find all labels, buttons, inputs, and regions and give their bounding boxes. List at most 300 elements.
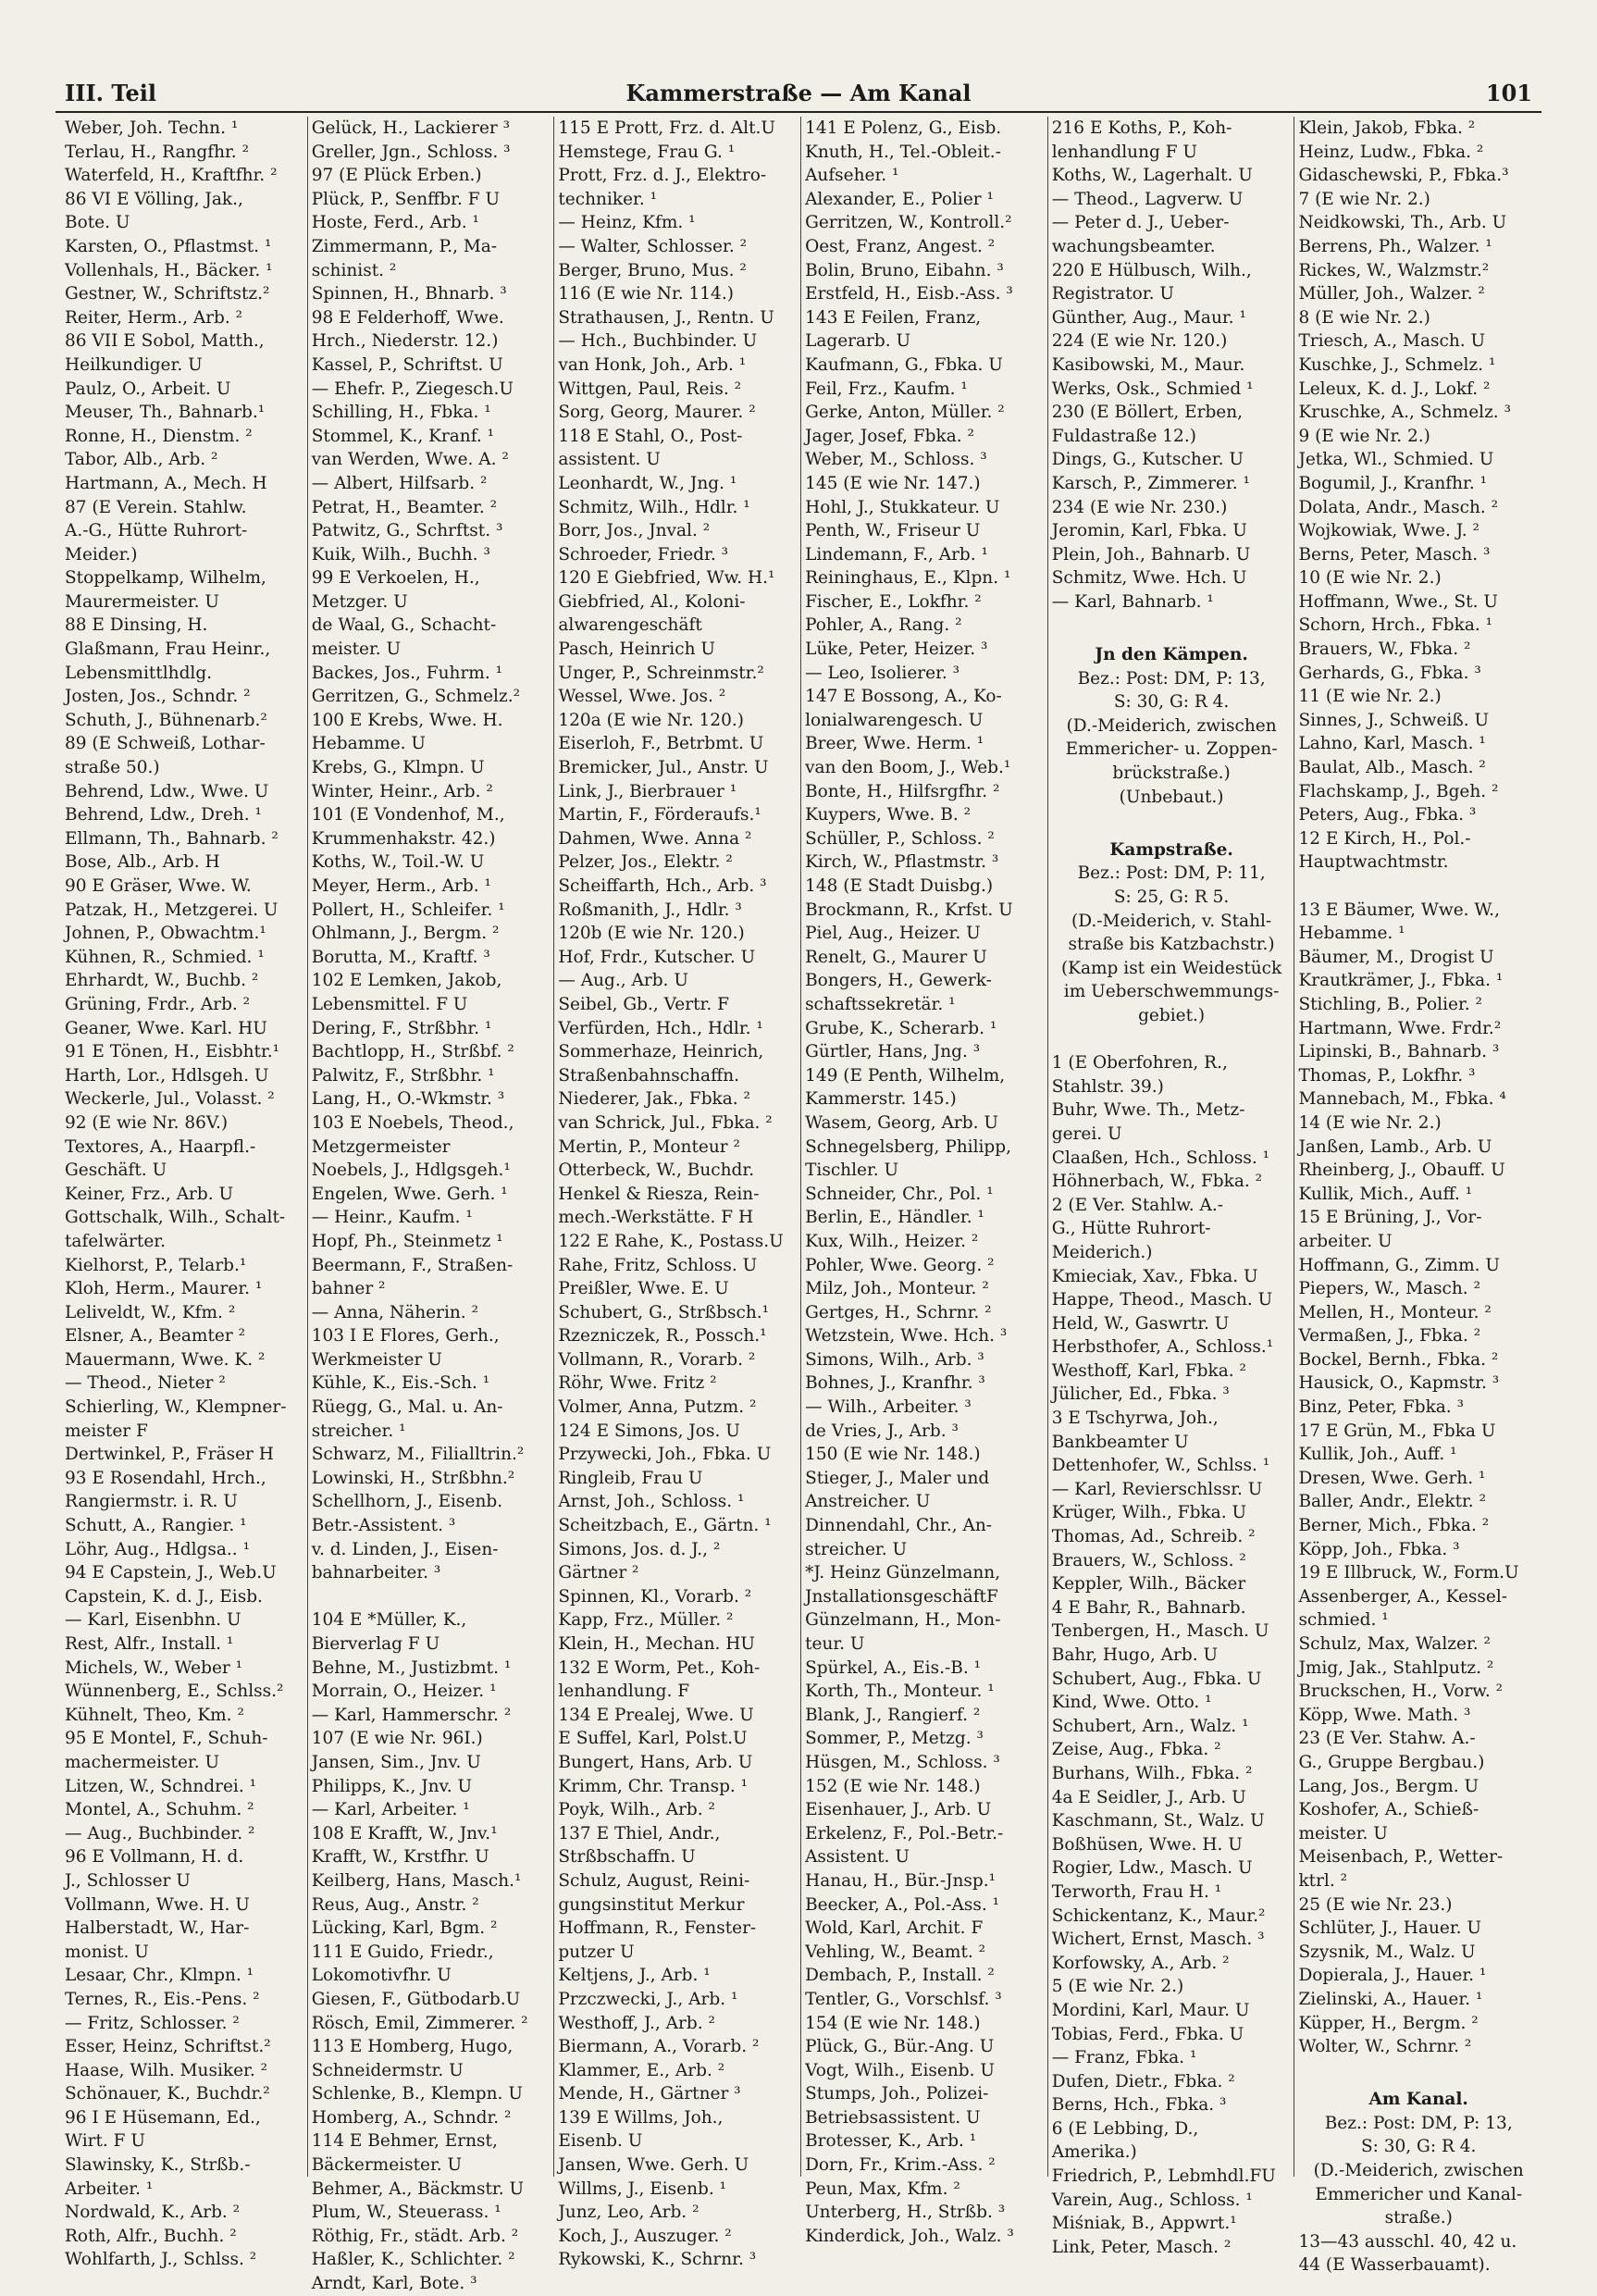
directory-entry: Lahno, Karl, Masch. ¹ <box>1298 734 1486 754</box>
directory-entry: Bahr, Hugo, Arb. U <box>1051 1645 1219 1665</box>
directory-entry: Hauptwachtmstr. <box>1298 852 1449 873</box>
directory-entry: — Heinr., Kaufm. ¹ <box>311 1208 473 1228</box>
directory-entry: 94 E Capstein, J., Web.U <box>65 1563 277 1583</box>
directory-entry: Reus, Aug., Anstr. ² <box>311 1894 479 1915</box>
directory-entry: *J. Heinz Günzelmann, <box>805 1563 1001 1583</box>
directory-entry: 216 E Koths, P., Koh- <box>1051 118 1232 138</box>
directory-entry: Triesch, A., Masch. U <box>1298 331 1486 352</box>
directory-entry: Preißler, Wwe. E. U <box>558 1279 729 1299</box>
directory-entry: 23 (E Ver. Stahw. A.- <box>1298 1729 1476 1749</box>
directory-entry: Petrat, H., Beamter. ² <box>311 497 498 517</box>
directory-entry: Rüegg, G., Mal. u. An- <box>311 1397 503 1418</box>
directory-entry: gungsinstitut Merkur <box>558 1894 745 1915</box>
directory-entry: — Theod., Lagverw. U <box>1051 189 1244 209</box>
directory-entry: Roth, Alfr., Buchh. ² <box>65 2226 237 2246</box>
directory-entry: 116 (E wie Nr. 114.) <box>558 284 734 304</box>
directory-entry: Kmieciak, Xav., Fbka. U <box>1051 1266 1258 1286</box>
directory-entry: 96 I E Hüsemann, Ed., <box>65 2107 261 2128</box>
directory-entry: Peters, Aug., Fbka. ³ <box>1298 805 1477 825</box>
directory-entry: 147 E Bossong, A., Ko- <box>805 687 1002 707</box>
directory-entry: Dertwinkel, P., Fräser H <box>65 1445 274 1465</box>
directory-entry: Backes, Jos., Fuhrm. ¹ <box>311 663 503 683</box>
directory-entry: Meyer, Herm., Arb. ¹ <box>311 876 491 896</box>
directory-entry: Schönauer, K., Buchdr.² <box>65 2084 270 2104</box>
directory-entry: Betr.-Assistent. ³ <box>311 1516 456 1536</box>
page-header <box>56 80 1541 113</box>
directory-entry: Schellhorn, J., Eisenb. <box>311 1492 503 1512</box>
directory-entry: Hartmann, Wwe. Frdr.² <box>1298 1018 1502 1038</box>
directory-entry: Schubert, Aug., Fbka. U <box>1051 1669 1262 1689</box>
directory-entry: — Karl, Eisenbhn. U <box>65 1610 241 1631</box>
directory-entry: Berlin, E., Händler. ¹ <box>805 1208 984 1228</box>
directory-entry: 103 I E Flores, Gerh., <box>311 1326 500 1347</box>
directory-entry: Müller, Joh., Walzer. ² <box>1298 284 1485 304</box>
directory-entry: Grüning, Frdr., Arb. ² <box>65 994 251 1014</box>
directory-entry: Spinnen, Kl., Vorarb. ² <box>558 1586 752 1607</box>
directory-entry: Weber, Joh. Techn. ¹ <box>65 118 239 138</box>
directory-entry: Michels, W., Weber ¹ <box>65 1657 243 1678</box>
directory-entry: S: 30, G: R 4. <box>1113 692 1230 713</box>
directory-entry: Hopf, Ph., Steinmetz ¹ <box>311 1231 503 1251</box>
column-2 <box>308 117 555 2294</box>
directory-entry: Bote. U <box>65 213 130 233</box>
directory-entry: Rangiermstr. i. R. U <box>65 1492 238 1512</box>
directory-entry: G., Hütte Ruhrort- <box>1051 1219 1211 1239</box>
directory-entry: Karsch, P., Zimmerer. ¹ <box>1051 473 1250 493</box>
directory-entry: Bäumer, M., Drogist U <box>1298 947 1494 967</box>
directory-entry: Günzelmann, H., Mon- <box>805 1610 1001 1631</box>
directory-entry: Anstreicher. U <box>805 1492 931 1512</box>
directory-entry: 141 E Polenz, G., Eisb. <box>805 118 1002 138</box>
directory-entry: 10 (E wie Nr. 2.) <box>1298 568 1442 589</box>
directory-entry: 91 E Tönen, H., Eisbhtr.¹ <box>65 1042 280 1062</box>
directory-entry: Kux, Wilh., Heizer. ² <box>805 1231 979 1251</box>
directory-entry: Schroeder, Friedr. ³ <box>558 544 728 565</box>
directory-entry: lenhandlung F U <box>1051 142 1198 162</box>
directory-entry: Bungert, Hans, Arb. U <box>558 1752 753 1772</box>
directory-entry: van den Boom, J., Web.¹ <box>805 758 1011 778</box>
directory-entry: Terworth, Frau H. ¹ <box>1051 1881 1222 1902</box>
directory-entry: Erstfeld, H., Eisb.-Ass. ³ <box>805 284 1013 304</box>
column-3 <box>554 117 801 2270</box>
directory-entry: Feil, Frz., Kaufm. ¹ <box>805 379 968 399</box>
directory-entry: Jmig, Jak., Stahlputz. ² <box>1298 1657 1494 1678</box>
directory-entry: Röhr, Wwe. Fritz ² <box>558 1373 717 1394</box>
directory-entry: Bose, Alb., Arb. H <box>65 852 220 873</box>
directory-entry: Bachtlopp, H., Strßbf. ² <box>311 1042 514 1062</box>
directory-entry: Keppler, Wilh., Bäcker <box>1051 1574 1246 1595</box>
directory-entry: 88 E Dinsing, H. <box>65 615 208 636</box>
directory-entry: Wichert, Ernst, Masch. ³ <box>1051 1930 1265 1950</box>
directory-entry: Kloh, Herm., Maurer. ¹ <box>65 1279 263 1299</box>
directory-entry: Wetzstein, Wwe. Hch. ³ <box>805 1326 1008 1347</box>
directory-entry: alwarengeschäft <box>558 615 702 636</box>
directory-entry: Lüke, Peter, Heizer. ³ <box>805 639 988 660</box>
directory-entry: Jager, Josef, Fbka. ² <box>805 426 974 446</box>
directory-entry: Greller, Jgn., Schloss. ³ <box>311 142 511 162</box>
directory-entry: Rahe, Fritz, Schloss. U <box>558 1255 758 1275</box>
directory-entry: Simons, Wilh., Arb. ³ <box>805 1349 984 1370</box>
directory-entry: Patwitz, G., Schrftst. ³ <box>311 521 503 541</box>
directory-entry: Terlau, H., Rangfhr. ² <box>65 142 249 162</box>
directory-entry: Seibel, Gb., Vertr. F <box>558 994 729 1014</box>
directory-entry: Kirch, W., Pflastmstr. ³ <box>805 852 999 873</box>
directory-entry: Bruckschen, H., Vorw. ² <box>1298 1682 1503 1702</box>
directory-entry: Gerke, Anton, Müller. ² <box>805 403 1005 423</box>
directory-entry: Heinz, Ludw., Fbka. ² <box>1298 142 1484 162</box>
directory-entry: 12 E Kirch, H., Pol.- <box>1298 828 1471 849</box>
directory-entry: 96 E Vollmann, H. d. <box>65 1847 244 1868</box>
directory-entry: Löhr, Aug., Hdlgsa.. ¹ <box>65 1539 250 1559</box>
directory-entry: streicher. ¹ <box>311 1421 406 1441</box>
directory-entry: Hartmann, A., Mech. H <box>65 473 267 493</box>
directory-entry: 13—43 ausschl. 40, 42 u. <box>1298 2231 1517 2252</box>
directory-entry: — Hch., Buchbinder. U <box>558 331 758 352</box>
directory-entry: Lagerarb. U <box>805 331 911 352</box>
directory-entry: Behne, M., Justizbmt. ¹ <box>311 1657 512 1678</box>
directory-entry: monist. U <box>65 1942 149 1962</box>
directory-entry: Hebamme. U <box>311 734 427 754</box>
directory-entry: Glaßmann, Frau Heinr., <box>65 639 271 660</box>
directory-entry: Schulz, August, Reini- <box>558 1870 750 1891</box>
directory-entry: Schutt, A., Rangier. ¹ <box>65 1516 247 1536</box>
directory-entry: Bez.: Post: DM, P: 11, <box>1077 863 1266 884</box>
directory-entry: assistent. U <box>558 450 661 470</box>
directory-entry: Bonte, H., Hilfsrgfhr. ² <box>805 781 1000 801</box>
directory-entry: Pohler, Wwe. Georg. ² <box>805 1255 995 1275</box>
directory-entry: Rickes, W., Walzmstr.² <box>1298 260 1490 280</box>
directory-entry: Giebfried, Al., Koloni- <box>558 591 746 612</box>
directory-entry: Schulz, Max, Walzer. ² <box>1298 1634 1491 1654</box>
directory-entry: Stommel, K., Kranf. ¹ <box>311 426 495 446</box>
directory-entry: Eiserloh, F., Betrbmt. U <box>558 734 764 754</box>
directory-entry: Behmer, A., Bäckmstr. U <box>311 2178 525 2199</box>
directory-entry: — Karl, Hammerschr. ² <box>311 1705 512 1725</box>
directory-entry: Strßbschaffn. U <box>558 1847 696 1868</box>
directory-entry: Behrend, Ldw., Dreh. ¹ <box>65 805 262 825</box>
directory-entry: 124 E Simons, Jos. U <box>558 1421 740 1441</box>
directory-entry: Bockel, Bernh., Fbka. ² <box>1298 1349 1499 1370</box>
directory-entry: Mellen, H., Monteur. ² <box>1298 1302 1492 1322</box>
directory-entry: Fischer, E., Lokfhr. ² <box>805 591 982 612</box>
directory-entry: 230 (E Böllert, Erben, <box>1051 403 1244 423</box>
directory-entry: Hebamme. ¹ <box>1298 924 1405 944</box>
directory-entry: Dufen, Dietr., Fbka. ² <box>1051 2071 1235 2091</box>
directory-entry: Breer, Wwe. Herm. ¹ <box>805 734 984 754</box>
directory-entry: Brockmann, R., Krfst. U <box>805 900 1013 920</box>
directory-entry: Ternes, R., Eis.-Pens. ² <box>65 1989 260 2009</box>
directory-entry: Koch, J., Auszuger. ² <box>558 2226 732 2246</box>
directory-entry: Heilkundiger. U <box>65 354 203 375</box>
directory-entry: Hohl, J., Stukkateur. U <box>805 497 1000 517</box>
directory-entry: Schneidermstr. U <box>311 2060 464 2080</box>
directory-entry: S: 30, G: R 4. <box>1360 2137 1477 2157</box>
directory-entry: Mannebach, M., Fbka. ⁴ <box>1298 1089 1506 1110</box>
directory-entry: Klein, H., Mechan. HU <box>558 1634 756 1654</box>
directory-entry: Vermaßen, J., Fbka. ² <box>1298 1326 1481 1347</box>
directory-entry: Hausick, O., Kapmstr. ³ <box>1298 1373 1500 1394</box>
directory-entry: — Aug., Buchbinder. ² <box>65 1823 255 1843</box>
directory-entry: Varein, Aug., Schloss. ¹ <box>1051 2190 1253 2210</box>
directory-entry: Pasch, Heinrich U <box>558 639 715 660</box>
directory-entry: — Ehefr. P., Ziegesch.U <box>311 379 514 399</box>
directory-entry: meister. U <box>311 639 402 660</box>
directory-entry: Szysnik, M., Walz. U <box>1298 1942 1476 1962</box>
directory-entry: Weber, M., Schloss. ³ <box>805 450 987 470</box>
directory-entry: meister. U <box>1298 1823 1388 1843</box>
directory-entry: Berner, Mich., Fbka. ² <box>1298 1516 1490 1536</box>
directory-entry: Stumps, Joh., Polizei- <box>805 2084 989 2104</box>
directory-entry: Leliveldt, W., Kfm. ² <box>65 1302 236 1322</box>
directory-entry: Klein, Jakob, Fbka. ² <box>1298 118 1476 138</box>
directory-entry: Rheinberg, J., Obauff. U <box>1298 1160 1505 1181</box>
directory-entry: streicher. U <box>805 1539 908 1559</box>
directory-entry: Hoste, Ferd., Arb. ¹ <box>311 213 479 233</box>
directory-entry: Mende, H., Gärtner ³ <box>558 2084 741 2104</box>
directory-entry: Simons, Jos. d. J., ² <box>558 1539 721 1559</box>
directory-entry: 86 VI E Völling, Jak., <box>65 189 243 209</box>
directory-entry: Röthig, Fr., städt. Arb. ² <box>311 2226 519 2246</box>
directory-entry: Martin, F., Förderaufs.¹ <box>558 805 761 825</box>
directory-entry: Lipinski, B., Bahnarb. ³ <box>1298 1042 1500 1062</box>
directory-entry: Gärtner ² <box>558 1563 639 1583</box>
column-4 <box>801 117 1048 2246</box>
directory-entry: Nordwald, K., Arb. ² <box>65 2203 241 2223</box>
directory-entry: 14 (E wie Nr. 2.) <box>1298 1112 1442 1133</box>
directory-entry: 44 (E Wasserbauamt). <box>1298 2255 1491 2276</box>
directory-entry: wachungsbeamter. <box>1051 236 1216 256</box>
directory-entry: Dering, F., Strßbhr. ¹ <box>311 1018 492 1038</box>
directory-entry: van Werden, Wwe. A. ² <box>311 450 509 470</box>
directory-entry: 25 (E wie Nr. 23.) <box>1298 1894 1453 1915</box>
directory-entry: van Schrick, Jul., Fbka. ² <box>558 1112 773 1133</box>
directory-entry: Wessel, Wwe. Jos. ² <box>558 687 726 707</box>
directory-entry: Volmer, Anna, Putzm. ² <box>558 1397 757 1418</box>
directory-entry: Kapp, Frz., Müller. ² <box>558 1610 734 1631</box>
directory-entry: Zielinski, A., Hauer. ¹ <box>1298 1989 1483 2009</box>
directory-entry: Janßen, Lamb., Arb. U <box>1298 1136 1492 1157</box>
directory-entry: Textores, A., Haarpfl.- <box>65 1136 256 1157</box>
directory-entry: Lokomotivfhr. U <box>311 1966 452 1986</box>
directory-entry: — Albert, Hilfsarb. ² <box>311 473 488 493</box>
directory-entry: Wojkowiak, Wwe. J. ² <box>1298 521 1479 541</box>
directory-entry: 11 (E wie Nr. 2.) <box>1298 687 1442 707</box>
directory-entry: 3 E Tschyrwa, Joh., <box>1051 1409 1219 1429</box>
directory-entry: Penth, W., Friseur U <box>805 521 981 541</box>
directory-entry <box>312 1585 551 1609</box>
directory-entry: Straßenbahnschaffn. <box>558 1065 740 1086</box>
directory-entry: Kullik, Joh., Auff. ¹ <box>1298 1445 1457 1465</box>
directory-entry: Friedrich, P., Lebmhdl.FU <box>1051 2166 1276 2187</box>
directory-entry: Lang, Jos., Bergm. U <box>1298 1776 1479 1796</box>
directory-entry: Neidkowski, Th., Arb. U <box>1298 213 1507 233</box>
section-label: III. Teil <box>65 80 156 106</box>
directory-entry: Tischler. U <box>805 1160 899 1181</box>
directory-entry: Bäckermeister. U <box>311 2155 463 2176</box>
directory-entry: Lindemann, F., Arb. ¹ <box>805 544 988 565</box>
directory-entry: Maurermeister. U <box>65 591 219 612</box>
directory-entry: 104 E *Müller, K., <box>311 1610 467 1631</box>
directory-entry: Piel, Aug., Heizer. U <box>805 924 981 944</box>
directory-entry: Schwarz, M., Filialltrin.² <box>311 1445 525 1465</box>
directory-entry: 134 E Prealej, Wwe. U <box>558 1705 754 1725</box>
directory-entry: Gidaschewski, P., Fbka.³ <box>1298 166 1509 186</box>
directory-entry: Rykowski, K., Schrnr. ³ <box>558 2250 757 2270</box>
directory-entry: Ronne, H., Dienstm. ² <box>65 426 253 446</box>
street-range-title: Kammerstraße — Am Kanal <box>625 80 972 106</box>
directory-entry: Köpp, Joh., Fbka. ³ <box>1298 1539 1460 1559</box>
directory-entry: Gerritzen, G., Schmelz.² <box>311 687 520 707</box>
directory-entry: 89 (E Schweiß, Lothar- <box>65 734 266 754</box>
directory-entry: Erkelenz, F., Pol.-Betr.- <box>805 1823 1004 1843</box>
directory-entry: Hoffmann, R., Fenster- <box>558 1918 757 1939</box>
directory-entry: Bremicker, Jul., Anstr. U <box>558 758 769 778</box>
directory-entry: 118 E Stahl, O., Post- <box>558 426 743 446</box>
column-1 <box>61 117 308 2270</box>
directory-entry: — Karl, Revierschlssr. U <box>1051 1479 1263 1499</box>
directory-entry: Borutta, M., Kraftf. ³ <box>311 947 490 967</box>
directory-entry: Litzen, W., Schndrei. ¹ <box>65 1776 257 1796</box>
directory-entry: 108 E Krafft, W., Jnv.¹ <box>311 1823 498 1843</box>
directory-entry: Dings, G., Kutscher. U <box>1051 450 1244 470</box>
directory-entry <box>1052 1028 1292 1052</box>
directory-entry: 102 E Lemken, Jakob, <box>311 971 502 991</box>
directory-entry: Metzgermeister <box>311 1136 451 1157</box>
directory-entry: Dorn, Fr., Krim.-Ass. ² <box>805 2155 996 2176</box>
directory-entry: Hanau, H., Bür.-Jnsp.¹ <box>805 1870 997 1891</box>
directory-entry: Emmericher- u. Zoppen- <box>1065 739 1278 760</box>
directory-entry: Kuypers, Wwe. B. ² <box>805 805 972 825</box>
directory-entry: Krüger, Wilh., Fbka. U <box>1051 1503 1247 1523</box>
directory-entry: de Waal, G., Schacht- <box>311 615 497 636</box>
directory-entry: Gürtler, Hans, Jng. ³ <box>805 1042 981 1062</box>
directory-entry: Bogumil, J., Kranfhr. ¹ <box>1298 473 1488 493</box>
directory-entry: Leleux, K. d. J., Lokf. ² <box>1298 379 1491 399</box>
directory-entry: Lebensmittlhdlg. <box>65 663 213 683</box>
directory-entry: Meuser, Th., Bahnarb.¹ <box>65 403 266 423</box>
directory-entry: Jülicher, Ed., Fbka. ³ <box>1051 1384 1230 1405</box>
directory-entry: Schlüter, J., Hauer. U <box>1298 1918 1481 1939</box>
directory-entry: Wold, Karl, Archit. F <box>805 1918 984 1939</box>
directory-entry: 97 (E Plück Erben.) <box>311 166 482 186</box>
directory-entry: 115 E Prott, Frz. d. Alt.U <box>558 118 775 138</box>
directory-entry: Koshofer, A., Schieß- <box>1298 1800 1479 1820</box>
directory-entry: Thomas, Ad., Schreib. ² <box>1051 1527 1256 1547</box>
directory-entry: Kammerstr. 145.) <box>805 1089 957 1110</box>
directory-entry: 234 (E wie Nr. 230.) <box>1051 497 1228 517</box>
directory-entry: gebiet.) <box>1138 1005 1206 1025</box>
directory-entry: Krimm, Chr. Transp. ¹ <box>558 1776 749 1796</box>
directory-entry: Koths, W., Lagerhalt. U <box>1051 166 1253 186</box>
directory-entry: straße bis Katzbachstr.) <box>1068 935 1275 955</box>
directory-entry: Plein, Joh., Bahnarb. U <box>1051 544 1251 565</box>
directory-entry: Schuth, J., Bühnenarb.² <box>65 710 267 730</box>
directory-entry: Haßler, K., Schlichter. ² <box>311 2250 515 2270</box>
directory-entry: Pelzer, Jos., Elektr. ² <box>558 852 733 873</box>
directory-entry: Przczwecki, J., Arb. ¹ <box>558 1989 738 2009</box>
directory-entry: Patzak, H., Metzgerei. U <box>65 900 279 920</box>
directory-entry: Amerika.) <box>1051 2142 1137 2163</box>
directory-entry: — Heinz, Kfm. ¹ <box>558 213 696 233</box>
directory-entry: Vogt, Wilh., Eisenb. U <box>805 2060 995 2080</box>
directory-entry: Geschäft. U <box>65 1160 167 1181</box>
directory-entry: Arndt, Karl, Bote. ³ <box>311 2274 477 2294</box>
directory-entry: Wohlfarth, J., Schlss. ² <box>65 2250 257 2270</box>
directory-entry: Eisenb. U <box>558 2131 643 2152</box>
directory-entry: Schierling, W., Klempner- <box>65 1397 287 1418</box>
directory-entry: Homberg, A., Schndr. ² <box>311 2107 512 2128</box>
directory-entry: bahnarbeiter. ³ <box>311 1563 441 1583</box>
directory-entry: Tobias, Ferd., Fbka. U <box>1051 2024 1244 2044</box>
directory-entry: Weckerle, Jul., Volasst. ² <box>65 1089 275 1110</box>
directory-entry: Dopierala, J., Hauer. ¹ <box>1298 1966 1487 1986</box>
directory-entry: 17 E Grün, M., Fbka U <box>1298 1421 1496 1441</box>
directory-entry: Hoffmann, G., Zimm. U <box>1298 1255 1500 1275</box>
directory-entry: Bankbeamter U <box>1051 1432 1189 1452</box>
directory-entry: Wünnenberg, E., Schlss.² <box>65 1682 284 1702</box>
directory-entry: 8 (E wie Nr. 2.) <box>1298 307 1430 328</box>
directory-entry: Tabor, Alb., Arb. ² <box>65 450 218 470</box>
directory-entry: Reininghaus, E., Klpn. ¹ <box>805 568 1011 589</box>
directory-entry: Stoppelkamp, Wilhelm, <box>65 568 266 589</box>
directory-entry: Beermann, F., Straßen- <box>311 1255 514 1275</box>
directory-entry: Giesen, F., Gütbodarb.U <box>311 1989 521 2009</box>
directory-entry: Dahmen, Wwe. Anna ² <box>558 828 752 849</box>
directory-entry: Wittgen, Paul, Reis. ² <box>558 379 742 399</box>
directory-entry: Rogier, Ldw., Masch. U <box>1051 1858 1253 1879</box>
directory-entry: Engelen, Wwe. Gerh. ¹ <box>311 1184 508 1204</box>
directory-entry: Bohnes, J., Kranfhr. ³ <box>805 1373 985 1394</box>
directory-entry: Gerritzen, W., Kontroll.² <box>805 213 1012 233</box>
directory-entry: Höhnerbach, W., Fbka. ² <box>1051 1172 1263 1192</box>
directory-entry: Scheitzbach, E., Gärtn. ¹ <box>558 1516 772 1536</box>
directory-entry: Philipps, K., Jnv. U <box>311 1776 473 1796</box>
directory-entry: 2 (E Ver. Stahlw. A.- <box>1051 1195 1224 1215</box>
directory-entry: Berns, Peter, Masch. ³ <box>1298 544 1491 565</box>
directory-entry: Wirt. F U <box>65 2131 145 2152</box>
directory-entry: Küpper, H., Bergm. ² <box>1298 2013 1479 2033</box>
directory-entry: Kaschmann, St., Walz. U <box>1051 1811 1265 1831</box>
directory-entry: Meisenbach, P., Wetter- <box>1298 1847 1504 1868</box>
directory-entry: Arnst, Joh., Schloss. ¹ <box>558 1492 745 1512</box>
directory-entry: Brauers, W., Schloss. ² <box>1051 1550 1246 1570</box>
directory-entry: Paulz, O., Arbeit. U <box>65 379 231 399</box>
directory-entry: 4 E Bahr, R., Bahnarb. <box>1051 1597 1246 1618</box>
directory-entry: Aufseher. ¹ <box>805 166 899 186</box>
directory-entry: Slawinsky, K., Strßb.- <box>65 2155 251 2176</box>
directory-entry: Boßhüsen, Wwe. H. U <box>1051 1834 1243 1855</box>
directory-entry: Noebels, J., Hdlgsgeh.¹ <box>311 1160 511 1181</box>
directory-entry: Halberstadt, W., Har- <box>65 1918 250 1939</box>
directory-entry: 98 E Felderhoff, Wwe. <box>311 307 504 328</box>
directory-entry: Palwitz, F., Strßbhr. ¹ <box>311 1065 495 1086</box>
directory-entry: Krafft, W., Krstfhr. U <box>311 1847 489 1868</box>
directory-entry: Vollenhals, H., Bäcker. ¹ <box>65 260 273 280</box>
page-number: 101 <box>1485 80 1532 106</box>
directory-entry: Lang, H., O.-Wkmstr. ³ <box>311 1089 505 1110</box>
directory-entry: Berger, Bruno, Mus. ² <box>558 260 747 280</box>
directory-entry: Bez.: Post: DM, P: 13, <box>1324 2113 1513 2133</box>
directory-entry: Meider.) <box>65 544 138 565</box>
directory-entry: 139 E Willms, Joh., <box>558 2107 724 2128</box>
directory-entry: tafelwärter. <box>65 1231 166 1251</box>
directory-entry: Ringleib, Frau U <box>558 1468 703 1488</box>
directory-entry: JnstallationsgeschäftF <box>805 1586 998 1607</box>
directory-entry: schaftssekretär. ¹ <box>805 994 956 1014</box>
directory-entry: Buhr, Wwe. Th., Metz- <box>1051 1100 1245 1121</box>
directory-entry: Dinnendahl, Chr., An- <box>805 1516 993 1536</box>
directory-entry: Assenberger, A., Kessel- <box>1298 1586 1508 1607</box>
